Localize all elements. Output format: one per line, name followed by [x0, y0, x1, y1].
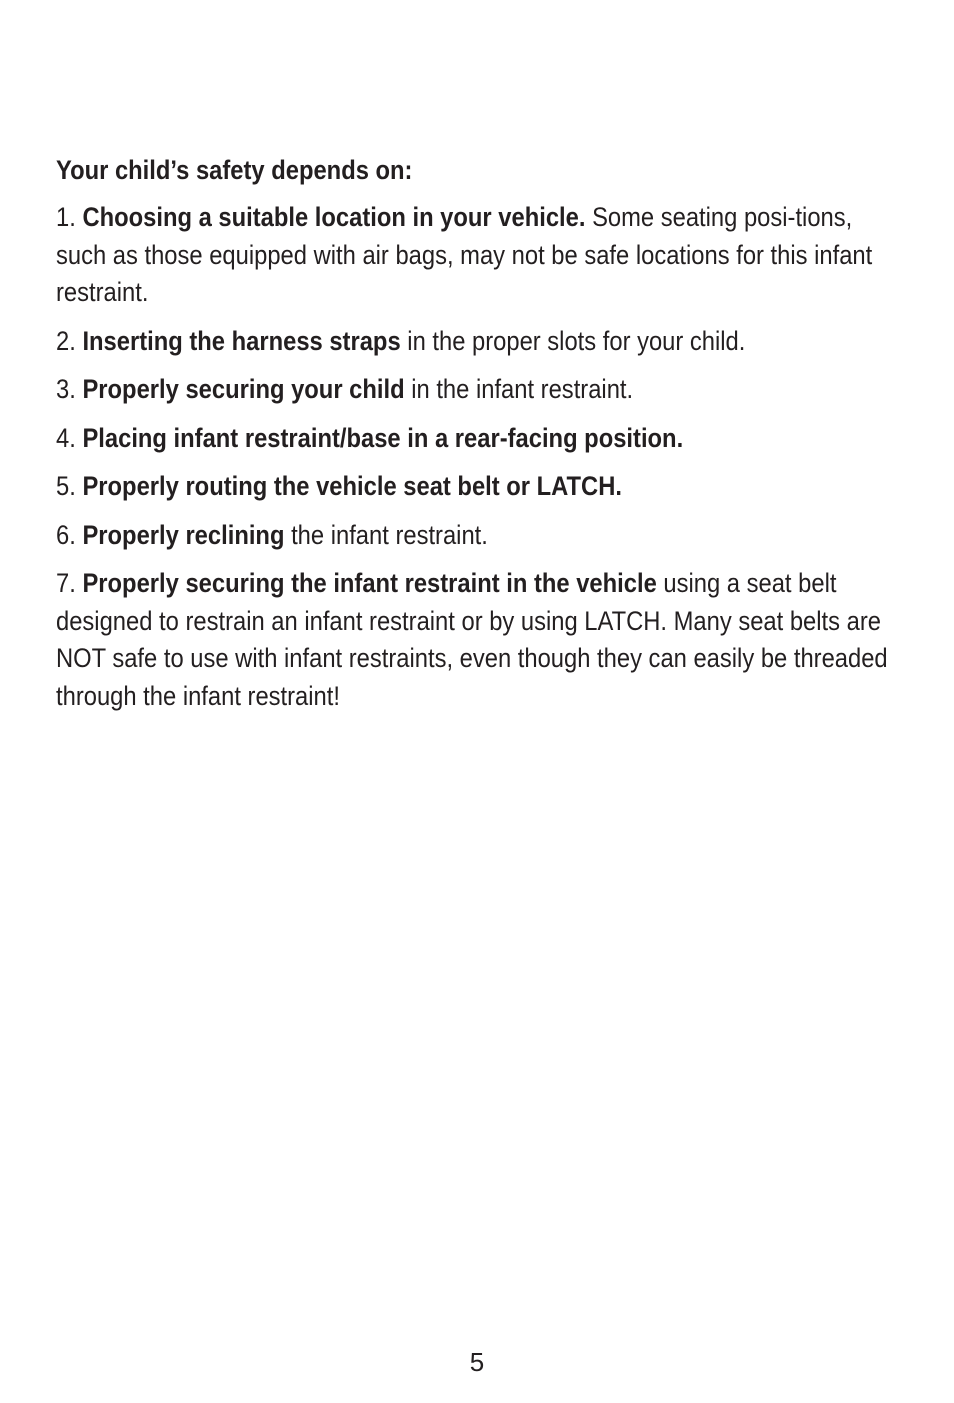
item-text: Some seating posi-tions, such as those equipped with air bags, may not be safe locations for this infant restraint.	[56, 202, 873, 307]
item-text: in the infant restraint.	[411, 374, 634, 404]
item-number: 1.	[56, 202, 76, 232]
list-item-1	[56, 199, 901, 312]
list-item-7	[56, 565, 901, 715]
list-item-5	[56, 468, 901, 506]
item-bold-text: Properly routing the vehicle seat belt or LATCH.	[82, 471, 622, 501]
item-number: 6.	[56, 519, 76, 550]
section-heading: Your child’s safety depends on:	[56, 155, 413, 185]
item-number: 3.	[56, 374, 76, 404]
item-bold-text: Inserting the harness straps	[82, 325, 401, 356]
item-number: 5.	[56, 471, 76, 501]
item-text: using a seat belt designed to restrain an infant restraint or by using LATCH. Many seat belts are NOT safe to use with infant restraints, even though they can easily be threaded through the infant restraint!	[56, 568, 888, 711]
item-bold-text: Properly securing your child	[82, 374, 405, 404]
item-text: in the proper slots for your child.	[407, 325, 746, 356]
item-bold-text: Placing infant restraint/base in a rear-facing position.	[82, 422, 684, 453]
item-bold-text: Properly reclining	[82, 519, 285, 550]
item-number: 2.	[56, 325, 76, 356]
item-text: the infant restraint.	[291, 519, 488, 550]
page-content	[56, 152, 898, 726]
list-item-2	[56, 323, 901, 361]
list-item-3	[56, 371, 901, 409]
item-bold-text: Choosing a suitable location in your vehicle.	[82, 202, 586, 232]
item-bold-text: Properly securing the infant restraint in the vehicle	[82, 568, 657, 598]
list-item-6	[56, 517, 901, 555]
list-item-4	[56, 420, 901, 458]
page-number: 5	[469, 1347, 485, 1377]
item-number: 4.	[56, 422, 76, 453]
item-number: 7.	[56, 568, 76, 598]
